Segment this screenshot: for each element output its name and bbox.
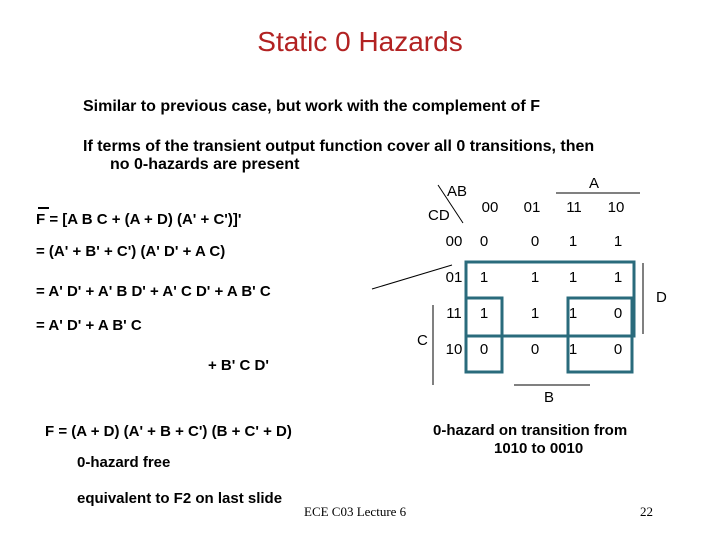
col-header: 00 xyxy=(481,199,499,216)
kmap-cell: 0 xyxy=(479,341,489,358)
kmap-cell: 0 xyxy=(479,233,489,250)
hazard-note-line-2: 1010 to 0010 xyxy=(494,440,584,457)
kmap-label-A: A xyxy=(589,175,600,192)
page-number: 22 xyxy=(640,504,653,519)
step-2: = A' D' + A' B D' + A' C D' + A B' C xyxy=(36,283,271,300)
hazard-note-line-1: 0-hazard on transition from xyxy=(433,422,628,439)
col-header: 10 xyxy=(607,199,625,216)
kmap-cell: 1 xyxy=(613,233,623,250)
row-header: 11 xyxy=(446,305,462,322)
kmap-cell: 1 xyxy=(479,269,489,286)
subtitle: Similar to previous case, but work with the complement of F xyxy=(83,98,540,115)
kmap-label-B: B xyxy=(544,389,555,406)
footer-label: ECE C03 Lecture 6 xyxy=(304,504,407,519)
kmap-cell: 0 xyxy=(613,305,623,322)
kmap-cell: 0 xyxy=(530,341,540,358)
kmap-cell: 1 xyxy=(568,305,578,322)
kmap-cell: 1 xyxy=(613,269,623,286)
extra-term: + B' C D' xyxy=(208,357,269,374)
kmap-cell: 1 xyxy=(568,233,578,250)
col-header: 11 xyxy=(566,199,582,216)
kmap-label-D: D xyxy=(656,289,667,306)
kmap-cell: 1 xyxy=(479,305,489,322)
kmap-cell: 0 xyxy=(613,341,623,358)
kmap-label-C: C xyxy=(417,332,428,349)
kmap-var-AB: AB xyxy=(447,183,468,200)
kmap-cell: 1 xyxy=(530,305,540,322)
kmap-cell: 1 xyxy=(530,269,540,286)
step-1: = (A' + B' + C') (A' D' + A C) xyxy=(36,243,226,260)
row-header: 01 xyxy=(445,269,463,286)
hazard-free: 0-hazard free xyxy=(77,454,171,471)
kmap-cell: 0 xyxy=(530,233,540,250)
col-header: 01 xyxy=(523,199,541,216)
slide-title: Static 0 Hazards xyxy=(257,26,463,57)
step-3: = A' D' + A B' C xyxy=(36,317,142,334)
row-header: 10 xyxy=(445,341,463,358)
statement-line-2: no 0-hazards are present xyxy=(110,156,300,173)
statement-line-1: If terms of the transient output function cover all 0 transitions, then xyxy=(83,138,595,155)
row-header: 00 xyxy=(445,233,463,250)
kmap-cell: 1 xyxy=(568,269,578,286)
equivalent-note: equivalent to F2 on last slide xyxy=(77,490,283,507)
kmap-cell: 1 xyxy=(568,341,578,358)
f-result: F = (A + D) (A' + B + C') (B + C' + D) xyxy=(45,423,292,440)
fbar-equation: F = [A B C + (A + D) (A' + C')]' xyxy=(36,211,242,228)
kmap-var-CD: CD xyxy=(428,207,450,224)
